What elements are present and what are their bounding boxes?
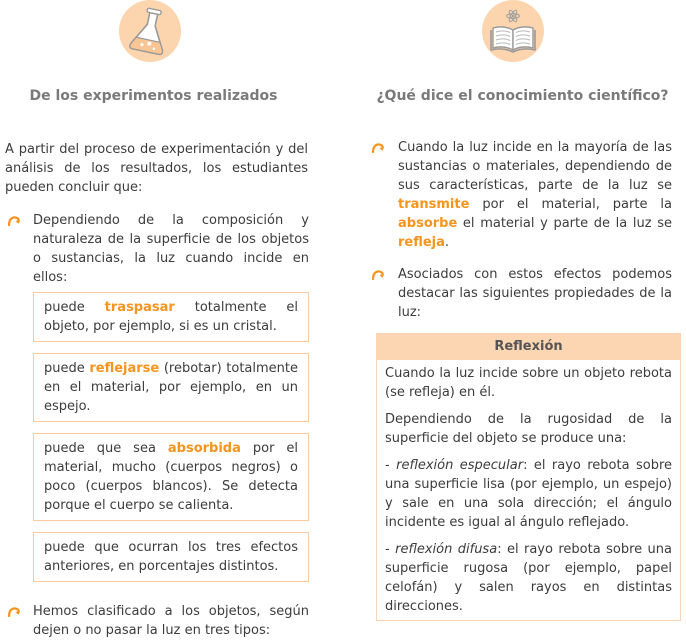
box-text: puede (44, 300, 105, 315)
effect-box-combined (33, 532, 309, 582)
bullet-item (371, 265, 672, 322)
orange-curl-bullet-icon (7, 214, 21, 226)
type-term: reflexión especular (396, 458, 524, 473)
reflexion-type-especular (385, 456, 672, 532)
highlight-term: absorbe (398, 216, 458, 231)
highlight-term: absorbida (167, 441, 241, 456)
box-text: puede (44, 361, 90, 376)
type-description: : el rayo rebota sobre una superficie lisa (por ejemplo, un espejo) y sale en una sola dirección; el ángulo incidente es igual al ángulo reflejado. (385, 458, 673, 530)
bullet-text-part: Cuando la luz incide en la mayoría de las sustancias o materiales, dependiendo de sus características, parte de la luz se (398, 140, 672, 193)
box-text: puede que sea (44, 441, 168, 456)
reflexion-intro: Dependiendo de la rugosidad de la superficie del objeto se produce una: (385, 412, 672, 446)
orange-curl-bullet-icon (371, 141, 385, 153)
reflexion-definition: Cuando la luz incide sobre un objeto rebota (se refleja) en él. (385, 366, 672, 400)
bullet-text-part: por el material, parte la (469, 197, 672, 212)
right-heading: ¿Qué dice el conocimiento científico? (376, 88, 669, 104)
bullet-text-part: . (444, 235, 450, 250)
left-heading: De los experimentos realizados (29, 88, 278, 104)
type-prefix: - (385, 542, 396, 557)
bullet-item (7, 602, 309, 640)
box-text: puede que ocurran los tres efectos anteriores, en porcentajes distintos. (44, 540, 298, 574)
highlight-term: reflejarse (89, 361, 160, 376)
box-text: (rebotar) totalmente en el material, por ejemplo, en un espejo. (44, 361, 298, 414)
reflexion-box (376, 333, 681, 621)
type-description: : el rayo rebota sobre una superficie rugosa (por ejemplo, papel celofán) y salen rayos en distintas direcciones. (385, 542, 672, 614)
bullet-text: Asociados con estos efectos podemos destacar las siguientes propiedades de la luz: (398, 267, 672, 320)
highlight-term: transmite (398, 197, 470, 212)
intro-paragraph: A partir del proceso de experimentación y del análisis de los resultados, los estudiantes pueden concluir que: (5, 142, 308, 195)
bullet-item (7, 211, 309, 287)
orange-curl-bullet-icon (7, 605, 21, 617)
box-text: por el material, mucho (cuerpos negros) o poco (cuerpos blancos). Se detecta porque el cuerpo se calienta. (44, 441, 298, 513)
open-book-atom-icon (482, 0, 544, 62)
reflexion-body (377, 360, 680, 620)
bullet-text-part: el material y parte de la luz se (457, 216, 672, 231)
flask-icon (119, 0, 181, 62)
effect-box-absorbida (33, 433, 309, 521)
orange-curl-bullet-icon (371, 268, 385, 280)
bullet-text: Dependiendo de la composición y naturaleza de la superficie de los objetos o sustancias, la luz cuando incide en ellos: (33, 213, 309, 285)
effect-box-traspasar (33, 292, 309, 342)
effect-box-reflejarse (33, 353, 309, 422)
highlight-term: refleja (398, 235, 445, 250)
highlight-term: traspasar (104, 300, 175, 315)
reflexion-title: Reflexión (377, 334, 680, 360)
type-term: reflexión difusa (395, 542, 498, 557)
light-effects-list (33, 292, 309, 593)
bullet-text (398, 138, 672, 252)
reflexion-type-difusa (385, 540, 672, 616)
bullet-item (371, 138, 672, 252)
type-prefix: - (385, 458, 397, 473)
bullet-text: Hemos clasificado a los objetos, según dejen o no pasar la luz en tres tipos: (33, 604, 309, 638)
box-text: totalmente el objeto, por ejemplo, si es un cristal. (44, 300, 298, 334)
